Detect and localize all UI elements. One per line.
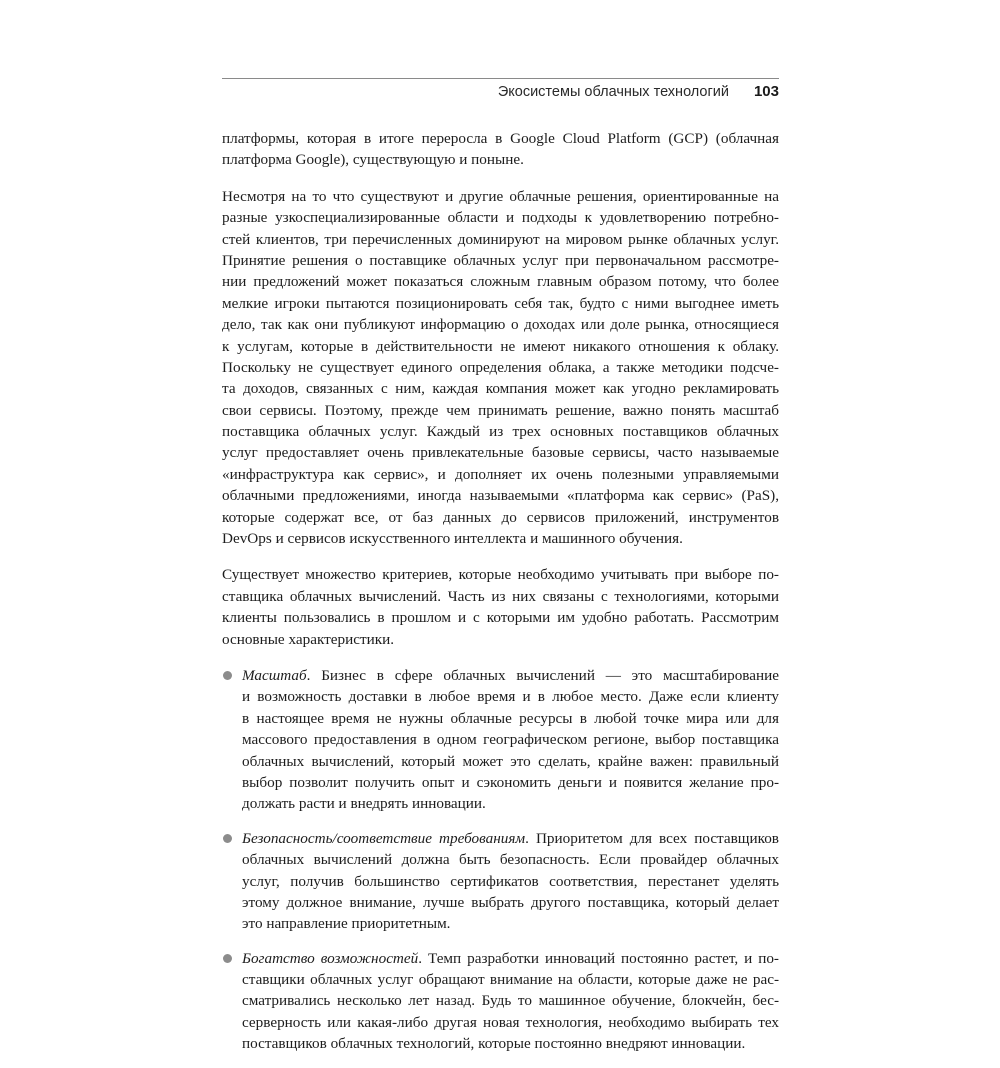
page-number: 103 <box>753 83 779 100</box>
text-line: сматривались несколько лет назад. Будь то машинное обучение, блокчейн, бес- <box>242 992 779 1010</box>
text-line: Существует множество критериев, которые необходимо учитывать при выборе по- <box>222 566 779 584</box>
paragraph-1 <box>222 128 779 171</box>
text-line: услуг предоставляет очень привлекательные базовые сервисы, часто называемые <box>222 444 779 462</box>
text-line: та доходов, связанных с ним, каждая компания может как угодно рекламировать <box>222 380 779 398</box>
text-line: нии предложений может показаться сложным главным образом потому, что более <box>222 273 779 291</box>
book-page <box>222 0 779 1053</box>
text-line: этому должное внимание, лучше выбрать другого поставщика, который делает <box>242 893 779 911</box>
text-line: Принятие решения о поставщике облачных услуг при первоначальном рассмотре- <box>222 251 779 269</box>
list-item <box>222 948 779 1055</box>
text-line: которые содержат все, от баз данных до сервисов приложений, инструментов <box>222 508 779 526</box>
text-line: выбор позволит получить опыт и сэкономить деньги и появится желание про- <box>242 773 779 791</box>
running-header <box>222 78 779 109</box>
text-line <box>242 948 779 969</box>
criteria-list <box>222 665 779 1055</box>
text-line: DevOps и сервисов искусственного интеллекта и машинного обучения. <box>222 530 683 548</box>
text-line: Несмотря на то что существуют и другие облачные решения, ориентированные на <box>222 187 779 205</box>
text-line: массового предоставления в одном географическом регионе, выбор поставщика <box>242 731 779 749</box>
term-label: Масштаб <box>242 666 307 684</box>
text-line: основные характеристики. <box>222 630 395 648</box>
text-line <box>242 828 779 849</box>
text-line: облачных вычислений, который может это сделать, крайне важен: правильный <box>242 752 779 770</box>
text-line: разные узкоспециализированные области и подходы к удовлетворению потребно- <box>222 209 779 227</box>
text-line: дело, так как они публикуют информацию о доходах или доле рынка, относящиеся <box>222 316 779 334</box>
paragraph-3 <box>222 564 779 650</box>
text-line <box>242 665 779 686</box>
text-line: это направление приоритетным. <box>242 915 451 933</box>
text-line: должать расти и внедрять инновации. <box>242 795 486 813</box>
text-line: платформа Google), существующую и поныне. <box>222 151 524 169</box>
body-text <box>222 128 779 1068</box>
text-line: поставщика облачных услуг. Каждый из трех основных поставщиков облачных <box>222 423 779 441</box>
text-line: мелкие игроки пытаются позиционировать себя так, будто с ними выгоднее иметь <box>222 294 779 312</box>
bullet-icon <box>223 671 232 680</box>
text-line: услуг, получив большинство сертификатов соответствия, перестанет уделять <box>242 872 779 890</box>
bullet-icon <box>223 954 232 963</box>
text-line: стей клиентов, три перечисленных доминируют на мировом рынке облачных услуг. <box>222 230 779 248</box>
bullet-icon <box>223 834 232 843</box>
text-line: ставщика облачных вычислений. Часть из них связаны с технологиями, которыми <box>222 587 779 605</box>
text-line: свои сервисы. Поэтому, прежде чем принимать решение, важно понять масштаб <box>222 401 779 419</box>
term-label: Богатство возможностей <box>242 949 419 967</box>
text-line: облачными предложениями, иногда называемыми «платформа как сервис» (PaS), <box>222 487 779 505</box>
text-line: платформы, которая в итоге переросла в Google Cloud Platform (GCP) (облачная <box>222 130 779 147</box>
text-line: «инфраструктура как сервис», и дополняет их очень полезными управляемыми <box>222 465 779 483</box>
text-line: Поскольку не существует единого определения облака, а также методики подсче- <box>222 358 779 376</box>
text-line: и возможность доставки в любое время и в любое место. Даже если клиенту <box>242 688 779 706</box>
list-item <box>222 665 779 815</box>
text-line: ставщики облачных услуг обращают внимание на области, которые даже не рас- <box>242 971 779 989</box>
text-line: в настоящее время не нужны облачные ресурсы в любой точке мира или для <box>242 709 779 727</box>
text-line: поставщиков облачных технологий, которые постоянно внедряют инновации. <box>242 1035 746 1053</box>
paragraph-2 <box>222 186 779 550</box>
term-rest: . Бизнес в сфере облачных вычислений — это масштабирование <box>306 666 779 684</box>
term-label: Безопасность/соответствие требованиям <box>242 829 526 847</box>
running-title: Экосистемы облачных технологий <box>497 84 729 100</box>
list-item <box>222 828 779 935</box>
text-line: облачных вычислений должна быть безопасность. Если провайдер облачных <box>242 851 779 869</box>
term-rest: . Темп разработки инноваций постоянно растет, и по- <box>418 949 779 967</box>
term-rest: . Приоритетом для всех поставщиков <box>525 829 779 847</box>
text-line: к услугам, которые в действительности не имеют никакого отношения к облаку. <box>222 337 779 355</box>
text-line: серверность или какая-либо другая новая технология, необходимо выбирать тех <box>242 1013 779 1031</box>
text-line: клиенты пользовались в прошлом и с которыми им удобно работать. Рассмотрим <box>222 609 779 627</box>
